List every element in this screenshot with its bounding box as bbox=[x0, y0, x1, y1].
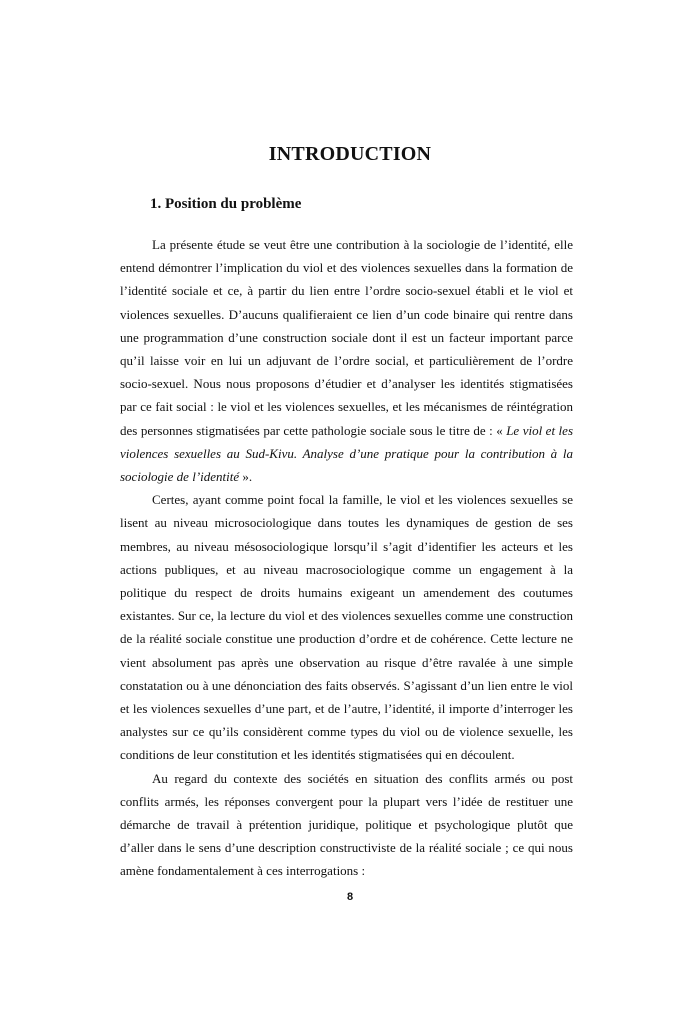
paragraph-3: Au regard du contexte des sociétés en situation des conflits armés ou post conflits armés, les réponses convergent pour la plupart vers l’idée de restituer une démarche de travail à prétention juridique, politique et psychologique plutôt que d’aller dans le sens d’une description constructiviste de la réalité sociale ; ce qui nous amène fondamentalement à ces interrogations : bbox=[120, 770, 573, 879]
page-number: 8 bbox=[346, 891, 354, 903]
paragraph-1 bbox=[120, 233, 573, 488]
paragraph-2: Certes, ayant comme point focal la famille, le viol et les violences sexuelles se lisent au niveau microsociologique dans toutes les dynamiques de gestion de ses membres, au niveau mésosociologique lorsqu’il s’agit d’identifier les acteurs et les actions publiques, et au niveau macrosociologique comme un engagement à la politique du respect de droits humains exigeant un amendement des coutumes existantes. Sur ce, la lecture du viol et des violences sexuelles comme une construction de la réalité sociale constitue une production d’ordre et de cohérence. Cette lecture ne vient absolument pas après une observation au risque d’être ravalée à une simple constatation ou à une dénonciation des faits observés. S’agissant d’un lien entre le viol et les violences sexuelles d’une part, et de l’autre, l’identité, il importe d’interroger les analystes sur ce qu’ils considèrent comme types du viol ou de violence sexuelle, les conditions de leur constitution et les identités stigmatisées qui en découlent. bbox=[120, 492, 573, 763]
section-heading: 1. Position du problème bbox=[150, 196, 302, 212]
paragraph-1-text: La présente étude se veut être une contribution à la sociologie de l’identité, elle entend démontrer l’implication du viol et des violences sexuelles dans la formation de l’identité sociale et ce, à partir du lien entre l’ordre socio-sexuel établi et le viol et violences sexuelles. D’aucuns qualifieraient ce lien d’un code binaire qui rentre dans une programmation d’une construction sociale dont il est un facteur important parce qu’il laisse voir en lui un adjuvant de l’ordre social, et particulièrement de l’ordre socio-sexuel. Nous nous proposons d’étudier et d’analyser les identités stigmatisées par ce fait social : le viol et les violences sexuelles, et les mécanismes de réintégration des personnes stigmatisées par cette pathologie sociale sous le titre de : « bbox=[120, 237, 573, 438]
study-title-emphasis: Le viol et les violences sexuelles au Sud-Kivu. Analyse d’une pratique pour la contribution à la sociologie de l’identité bbox=[120, 422, 573, 485]
paragraph-1-closing: ». bbox=[239, 469, 253, 485]
page-title: INTRODUCTION bbox=[268, 143, 432, 165]
body-text bbox=[120, 233, 573, 883]
